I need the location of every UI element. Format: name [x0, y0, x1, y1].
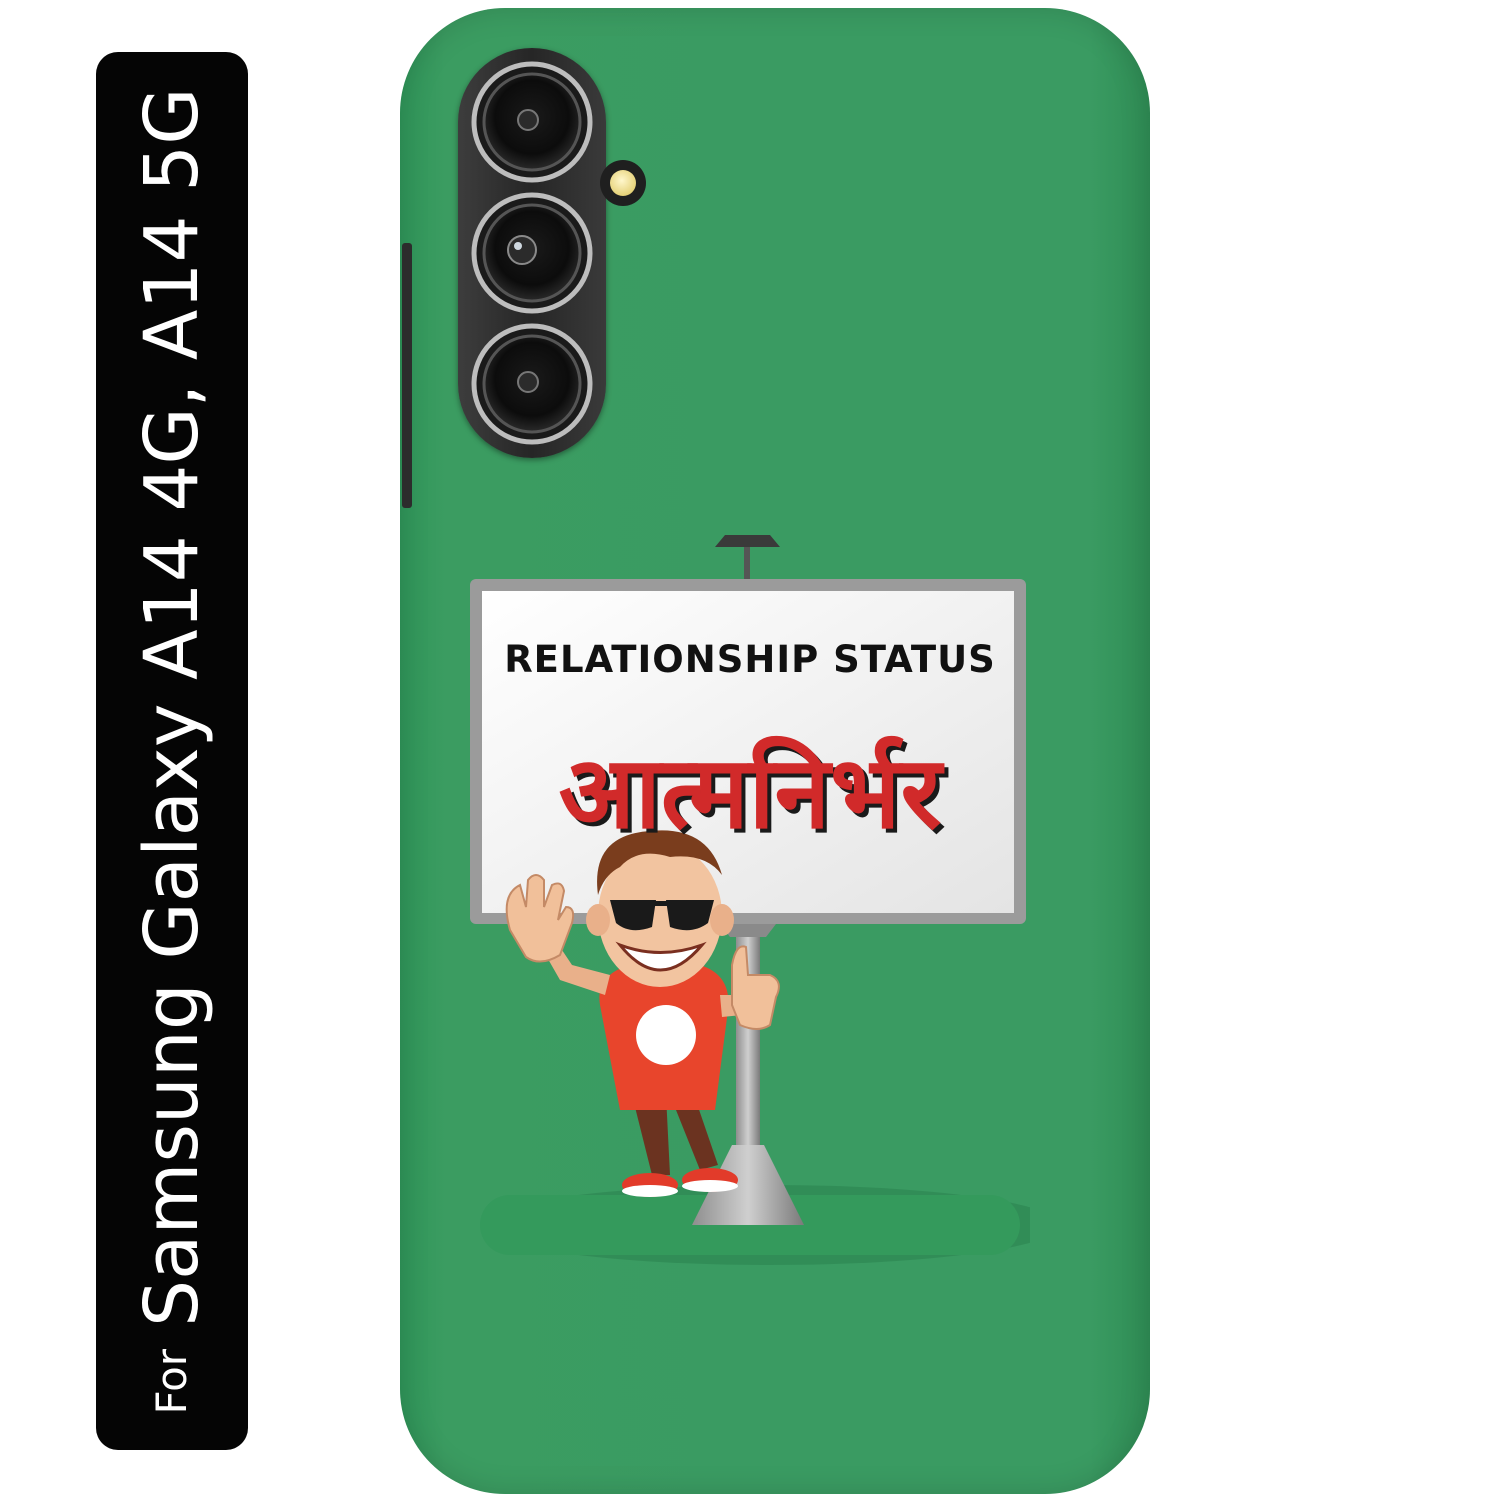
camera-lenses [458, 48, 606, 458]
camera-lens-bottom-icon [474, 326, 590, 442]
camera-module [458, 48, 606, 458]
banner-model: Samsung Galaxy A14 4G, A14 5G [129, 87, 215, 1327]
waving-hand-icon [507, 875, 573, 962]
flash-icon [600, 160, 646, 206]
sign-title: RELATIONSHIP STATUS [504, 638, 996, 681]
compatibility-text [129, 87, 215, 1415]
sign-hindi-text: आत्मनिर्भर [558, 734, 942, 851]
phone-side-button [402, 243, 412, 508]
camera-lens-middle-icon [474, 195, 590, 311]
banner-prefix: For [147, 1348, 196, 1415]
camera-lens-top-icon [474, 64, 590, 180]
lamp-icon [715, 535, 780, 547]
compatibility-banner [96, 52, 248, 1450]
